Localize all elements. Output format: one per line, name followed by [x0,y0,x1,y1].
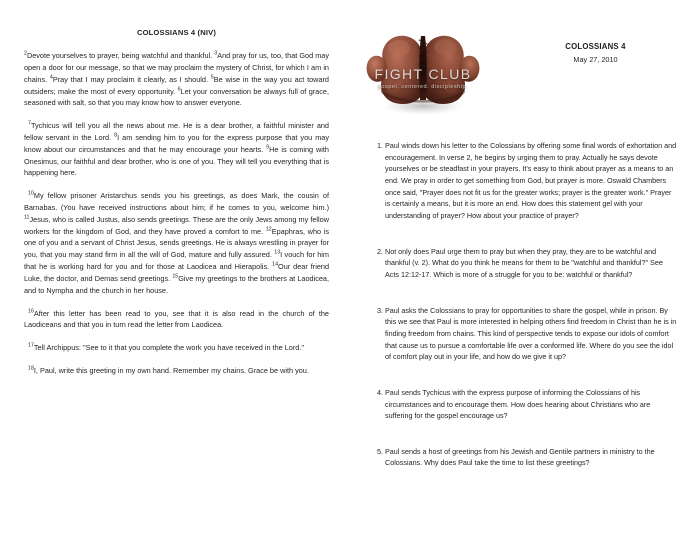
verse-number: 7 [28,120,31,127]
scripture-paragraph [24,365,329,377]
verse-number: 11 [24,214,30,221]
question-number: 5. [377,446,383,456]
scripture-paragraph [24,190,329,296]
verse-number: 3 [214,50,218,57]
question-number: 2. [377,246,383,256]
verse-text: Give my greetings to the brothers at Laodicea, and to Nympha and the church in her house. [24,273,330,295]
question-item [371,305,678,363]
verse-number: 4 [49,74,53,81]
verse-text: After this letter has been read to you, see that it is also read in the church of the Laodiceans and that you in turn read the letter from Laodicea. [24,308,329,330]
question-item [371,387,678,422]
right-header [355,22,682,122]
verse-text: And pray for us, too, that God may open a door for our message, so that we may proclaim the mystery of Christ, for which I am in chains. [24,51,329,84]
verse-number: 10 [28,190,34,197]
header-date: May 27, 2010 [573,54,618,64]
scripture-paragraph [24,120,329,179]
verse-text: Our dear friend Luke, the doctor, and Demas send greetings. [24,262,330,283]
verse-number: 9 [266,144,270,151]
header-meta [489,22,682,66]
scripture-body [24,50,329,377]
header-title: COLOSSIANS 4 [565,42,626,51]
verse-number: 16 [28,308,34,315]
verse-number: 8 [114,132,118,139]
fight-club-logo [357,22,489,122]
verse-text: I am sending him to you for the express purpose that you may know about our circumstances and that he may encourage your hearts. [24,132,329,154]
verse-number: 17 [28,342,34,349]
verse-number: 14 [272,261,279,268]
verse-number: 6 [177,86,181,93]
verse-text: I, Paul, write this greeting in my own hand. Remember my chains. Grace be with you. [33,365,309,375]
verse-text: Pray that I may proclaim it clearly, as I should. [52,74,211,84]
verse-text: Let your conversation be always full of grace, seasoned with salt, so that you may know how to answer everyone. [24,86,329,108]
verse-text: Tychicus will tell you all the news about me. He is a dear brother, a faithful minister and fellow servant in the Lord. [24,121,329,142]
verse-text: Be wise in the way you act toward outsiders; make the most of every opportunity. [24,74,329,96]
verse-text: I vouch for him that he is working hard for you and for those at Laodicea and Hierapolis. [24,250,329,272]
verse-number: 13 [274,249,281,256]
scripture-paragraph [24,342,329,354]
verse-text: He is coming with Onesimus, our faithful and dear brother, who is one of you. They will tell you everything that is happening here. [24,144,329,178]
verse-text: Jesus, who is called Justus, also sends greetings. These are the only Jews among my fellow workers for the kingdom of God, and they have proved a comfort to me. [24,214,329,236]
boxing-gloves-icon [357,22,489,122]
scripture-paragraph [24,308,329,332]
question-text: Not only does Paul urge them to pray but when they pray, they are to be watchful and thankful (v. 2). What do you think he means for them to be "watchful and thankful?" See Acts 12:12-17. Which is more of a struggle for you to be: watchful or thankful? [385,246,663,279]
question-text: Paul sends Tychicus with the express purpose of informing the Colossians of his circumstances and to encourage them. How does hearing about Christians who are suffering for the gospel encourage us? [385,387,651,421]
question-item [371,446,678,469]
question-text: Paul sends a host of greetings from his Jewish and Gentile partners in ministry to the Colossians. Why does Paul take the time to list these greetings? [385,446,655,468]
question-text: Paul asks the Colossians to pray for opportunities to share the gospel, while in prison. By this we see that Paul is more interested in helping others find freedom in Christ than he is in finding freedom from chains. This kind of perspective tends to expose our idols of comfort that cause us to pursue a comfortable life over a conformed life. Where do you see the idol of comfort play out in your life, and how do we give it up? [385,305,677,362]
scripture-paragraph [24,50,329,109]
question-number: 3. [377,305,383,315]
verse-number: 5 [210,74,214,81]
verse-text: My fellow prisoner Aristarchus sends you his greetings, as does Mark, the cousin of Barnabas. (You have received instructions about him; if he comes to you, welcome him.) [24,191,329,213]
logo-subtitle: gospel. centered. discipleship. [377,84,469,90]
verse-number: 18 [28,365,34,372]
scripture-column [0,0,345,540]
verse-text: Epaphras, who is one of you and a servant of Christ Jesus, sends greetings. He is always wrestling in prayer for you, that you may stand firm in all the will of God, mature and fully assured. [24,226,329,260]
verse-text: Devote yourselves to prayer, being watchful and thankful. [26,51,215,61]
question-item [371,140,678,222]
verse-text: Tell Archippus: "See to it that you complete the work you have received in the Lord." [33,343,304,353]
questions-column [345,0,700,540]
verse-number: 12 [265,226,272,233]
logo-title: FIGHT CLUB [374,66,472,82]
question-number: 4. [377,387,383,397]
question-item [371,246,678,281]
questions-list [355,140,682,469]
scripture-title: COLOSSIANS 4 (NIV) [136,28,217,37]
question-number: 1. [377,141,383,150]
verse-number: 2 [24,50,27,57]
verse-number: 15 [172,273,179,280]
question-text: Paul winds down his letter to the Colossians by offering some final words of exhortation and encouragement. In verse 2, he begins by urging them to pray. Actually he says devote yourselves or be steadfast in your prayers. It's easy to think about prayer as a means to an end. We pray in order to get something from God, but prayer is more. Oswald Chambers once said, "Prayer does not fit us for the greater works; prayer is the greater work." Prayer is certainly a means, but it is more an end. How does this statement gel with your understanding of prayer? How about your practice of prayer? [385,141,677,220]
